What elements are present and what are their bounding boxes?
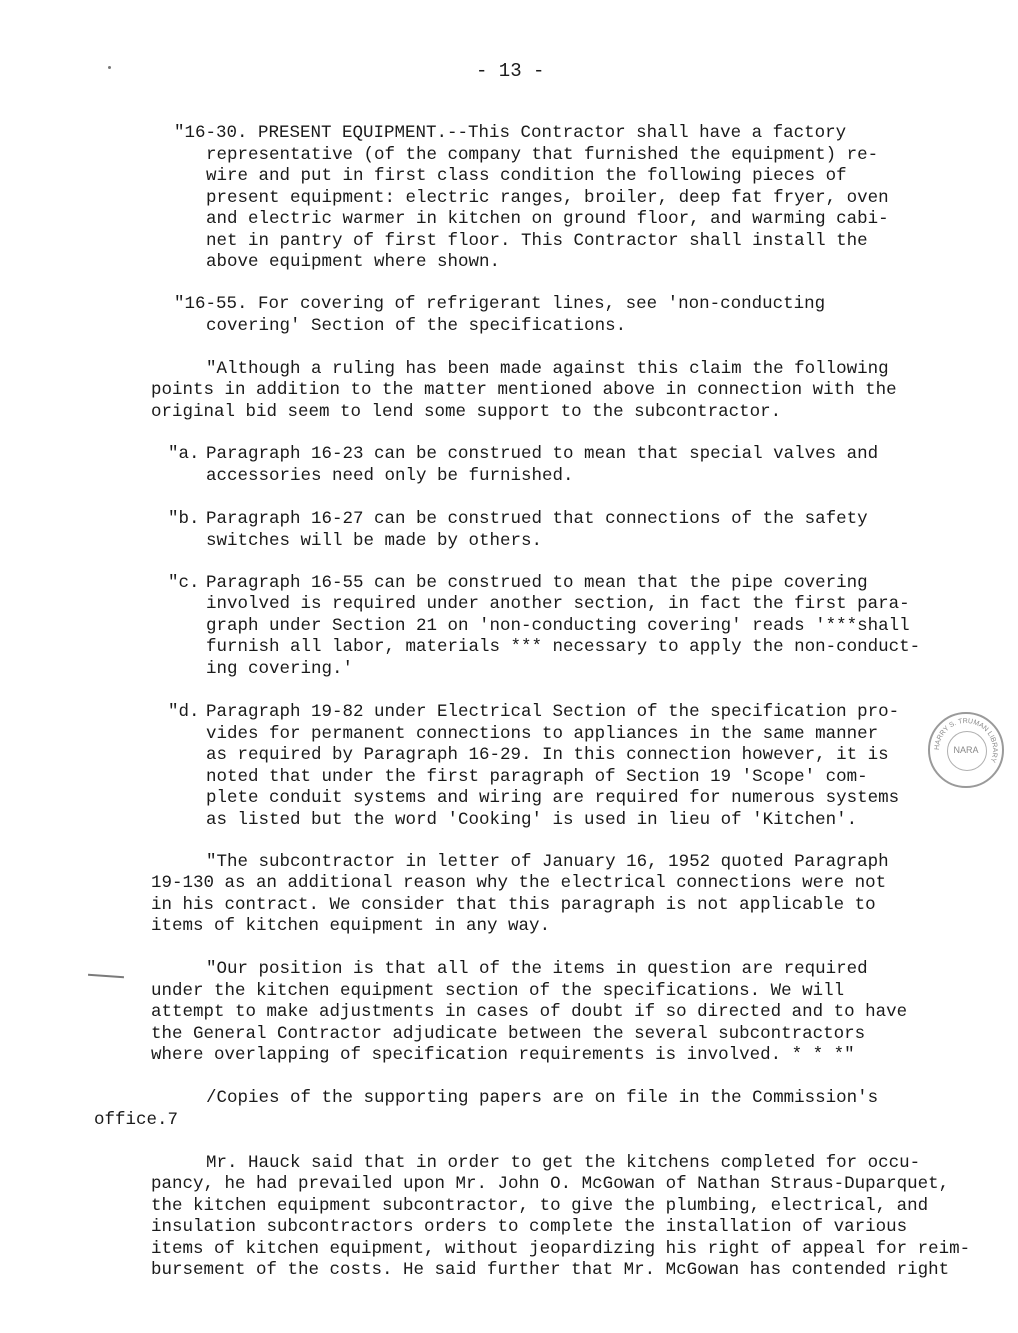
text-line: Paragraph 16-27 can be construed that connections of the safety <box>206 509 868 529</box>
text-line: "Although a ruling has been made against this claim the following <box>206 359 889 379</box>
text-line: plete conduit systems and wiring are required for numerous systems <box>206 788 900 808</box>
text-line: 19-130 as an additional reason why the electrical connections were not <box>151 873 887 893</box>
text-line: where overlapping of specification requirements is involved. * * *" <box>151 1045 855 1065</box>
text-line: under the kitchen equipment section of the specifications. We will <box>151 981 845 1001</box>
text-line: original bid seem to lend some support to the subcontractor. <box>151 402 782 422</box>
text-line: present equipment: electric ranges, broiler, deep fat fryer, oven <box>206 188 889 208</box>
text-line: furnish all labor, materials *** necessary to apply the non-conduct- <box>206 637 921 657</box>
text-line: bursement of the costs. He said further that Mr. McGowan has contended right <box>151 1260 950 1280</box>
margin-mark <box>88 974 124 979</box>
text-line: and electric warmer in kitchen on ground floor, and warming cabi- <box>206 209 889 229</box>
list-marker: "c. <box>168 573 200 593</box>
text-line: insulation subcontractors orders to complete the installation of various <box>151 1217 908 1237</box>
text-line: Mr. Hauck said that in order to get the kitchens completed for occu- <box>206 1153 921 1173</box>
text-line: above equipment where shown. <box>206 252 501 272</box>
text-line: the General Contractor adjudicate between the several subcontractors <box>151 1024 866 1044</box>
text-line: vides for permanent connections to appliances in the same manner <box>206 724 879 744</box>
page-number: - 13 - <box>476 60 545 82</box>
text-line: points in addition to the matter mentioned above in connection with the <box>151 380 897 400</box>
text-line: "Our position is that all of the items in question are required <box>206 959 868 979</box>
text-line: representative (of the company that furnished the equipment) re- <box>206 145 879 165</box>
text-line: noted that under the first paragraph of Section 19 'Scope' com- <box>206 767 868 787</box>
library-stamp <box>928 712 1004 788</box>
scan-speck <box>108 66 111 69</box>
text-line: attempt to make adjustments in cases of doubt if so directed and to have <box>151 1002 908 1022</box>
text-line: covering' Section of the specifications. <box>206 316 627 336</box>
text-line: as required by Paragraph 16-29. In this connection however, it is <box>206 745 889 765</box>
text-line: pancy, he had prevailed upon Mr. John O. McGowan of Nathan Straus-Duparquet, <box>151 1174 950 1194</box>
text-line: items of kitchen equipment in any way. <box>151 916 551 936</box>
text-line: accessories need only be furnished. <box>206 466 574 486</box>
text-line: /Copies of the supporting papers are on file in the Commission's <box>206 1088 879 1108</box>
list-marker: "a. <box>168 444 200 464</box>
text-line: items of kitchen equipment, without jeopardizing his right of appeal for reim- <box>151 1239 971 1259</box>
text-line: net in pantry of first floor. This Contractor shall install the <box>206 231 868 251</box>
text-line: involved is required under another section, in fact the first para- <box>206 594 910 614</box>
text-line: Paragraph 16-23 can be construed to mean that special valves and <box>206 444 879 464</box>
text-line: as listed but the word 'Cooking' is used in lieu of 'Kitchen'. <box>206 810 858 830</box>
text-line: in his contract. We consider that this paragraph is not applicable to <box>151 895 876 915</box>
text-line: office.7 <box>94 1110 179 1130</box>
list-marker: "d. <box>168 702 200 722</box>
text-line: ing covering.' <box>206 659 354 679</box>
text-line: graph under Section 21 on 'non-conducting covering' reads '***shall <box>206 616 910 636</box>
text-line: the kitchen equipment subcontractor, to give the plumbing, electrical, and <box>151 1196 929 1216</box>
text-line: wire and put in first class condition the following pieces of <box>206 166 847 186</box>
text-line: Paragraph 16-55 can be construed to mean that the pipe covering <box>206 573 868 593</box>
text-line: "16-55. For covering of refrigerant lines, see 'non-conducting <box>174 294 826 314</box>
stamp-text: NARA <box>953 745 979 755</box>
text-line: switches will be made by others. <box>206 531 543 551</box>
text-line: Paragraph 19-82 under Electrical Section of the specification pro- <box>206 702 900 722</box>
stamp-ring-text: HARRY S. TRUMAN LIBRARY <box>933 717 999 764</box>
list-marker: "b. <box>168 509 200 529</box>
text-line: "The subcontractor in letter of January 16, 1952 quoted Paragraph <box>206 852 889 872</box>
text-line: "16-30. PRESENT EQUIPMENT.--This Contractor shall have a factory <box>174 123 847 143</box>
